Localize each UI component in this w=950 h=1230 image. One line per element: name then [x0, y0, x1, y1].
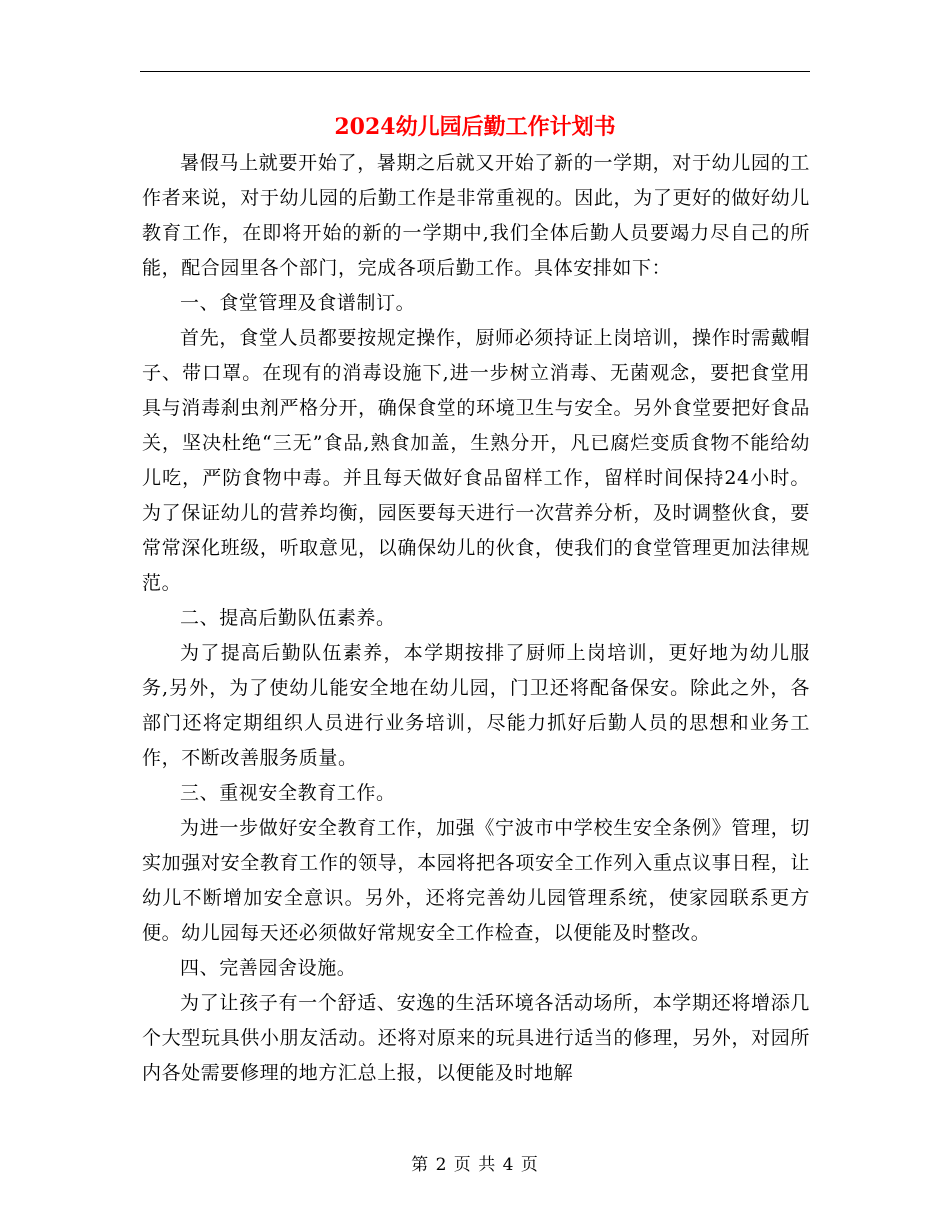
paragraph-intro: 暑假马上就要开始了，暑期之后就又开始了新的一学期，对于幼儿园的工作者来说，对于幼儿园的后勤工作是非常重视的。因此，为了更好的做好幼儿教育工作，在即将开始的新的一学期中,我们全体后勤人员要竭力尽自己的所能，配合园里各个部门，完成各项后勤工作。具体安排如下： — [142, 152, 810, 279]
section-heading-staff: 二、提高后勤队伍素养。 — [180, 607, 396, 629]
document-title: 2024幼儿园后勤工作计划书 — [334, 114, 616, 140]
paragraph-safety: 为进一步做好安全教育工作，加强《宁波市中学校生安全条例》管理，切实加强对安全教育工作的领导，本园将把各项安全工作列入重点议事日程，让幼儿不断增加安全意识。另外，还将完善幼儿园管理系统，使家园联系更方便。幼儿园每天还必须做好常规安全工作检查，以便能及时整改。 — [142, 817, 810, 944]
paragraph-staff: 为了提高后勤队伍素养，本学期按排了厨师上岗培训，更好地为幼儿服务,另外，为了使幼儿能安全地在幼儿园，门卫还将配备保安。除此之外，各部门还将定期组织人员进行业务培训，尽能力抓好后勤人员的思想和业务工作，不断改善服务质量。 — [142, 642, 810, 769]
paragraph-facilities: 为了让孩子有一个舒适、安逸的生活环境各活动场所，本学期还将增添几个大型玩具供小朋友活动。还将对原来的玩具进行适当的修理，另外，对园所内各处需要修理的地方汇总上报，以便能及时地解 — [142, 992, 810, 1084]
paragraph-canteen: 首先，食堂人员都要按规定操作，厨师必须持证上岗培训，操作时需戴帽子、带口罩。在现有的消毒设施下,进一步树立消毒、无菌观念，要把食堂用具与消毒刹虫剂严格分开，确保食堂的环境卫生与安全。另外食堂要把好食品关，坚决杜绝“三无”食品,熟食加盖，生熟分开，凡已腐烂变质食物不能给幼儿吃，严防食物中毒。并且每天做好食品留样工作，留样时间保持24小时。为了保证幼儿的营养均衡，园医要每天进行一次营养分析，及时调整伙食，要常常深化班级，听取意见，以确保幼儿的伙食，使我们的食堂管理更加法律规范。 — [142, 327, 810, 594]
section-heading-canteen: 一、食堂管理及食谱制订。 — [180, 292, 416, 314]
header-rule — [140, 71, 810, 72]
section-heading-safety: 三、重视安全教育工作。 — [180, 782, 396, 804]
page-number-footer: 第 2 页 共 4 页 — [411, 1155, 539, 1175]
document-body — [142, 146, 810, 1091]
section-heading-facilities: 四、完善园舍设施。 — [180, 957, 357, 979]
